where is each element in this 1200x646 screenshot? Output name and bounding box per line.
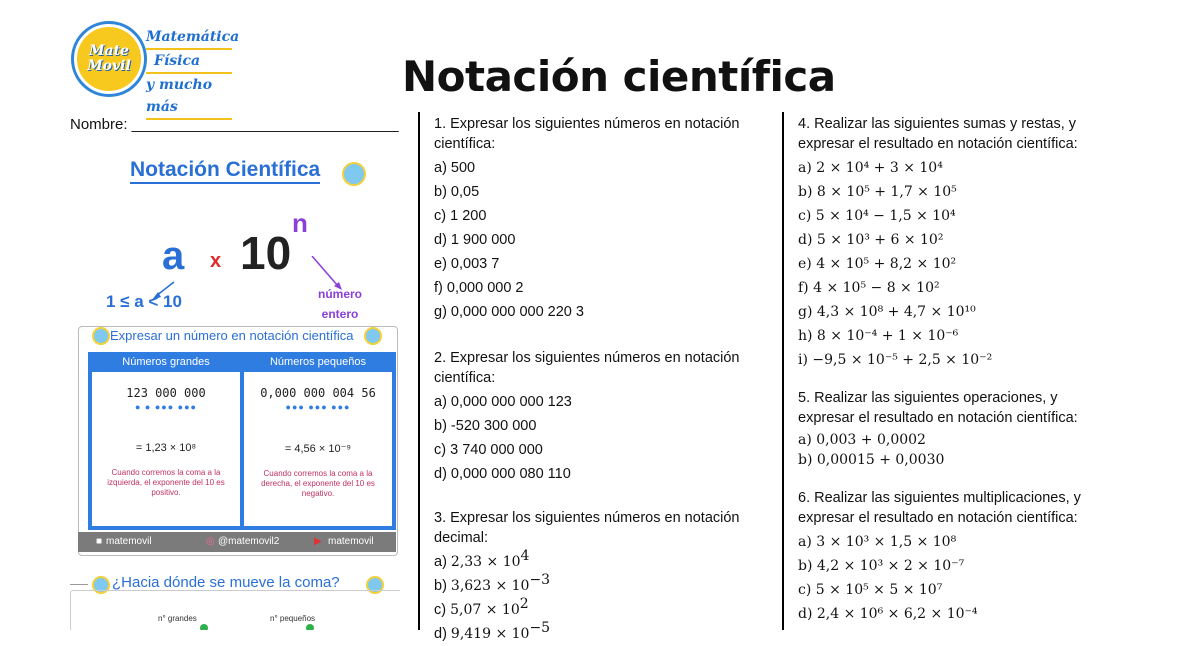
item-label: d) xyxy=(434,626,451,642)
q2-item: c) 3 740 000 000 xyxy=(434,442,543,458)
panel-header: Números grandes xyxy=(88,352,244,372)
item-exponent: −3 xyxy=(529,572,551,589)
instagram-handle[interactable]: @matemovil2 xyxy=(218,536,280,547)
q1-item: b) 0,05 xyxy=(434,184,480,200)
panel-description: Cuando corremos la coma a la izquierda, el exponente del 10 es positivo. xyxy=(107,468,225,497)
page-title: Notación científica xyxy=(402,52,836,101)
panel-result: = 4,56 × 10⁻⁹ xyxy=(284,443,352,455)
panel-number: 0,000 000 004 56 xyxy=(260,386,376,400)
instagram-icon: ◎ xyxy=(206,536,215,547)
exercises-column-2 xyxy=(798,114,1108,626)
question-3: 3. Expresar los siguientes números en notación decimal: xyxy=(434,510,740,546)
infographic-poster xyxy=(70,146,400,630)
youtube-icon: ▶ xyxy=(314,536,322,547)
formula-x: x xyxy=(210,250,222,272)
q3-item xyxy=(434,550,774,574)
question-2: 2. Expresar los siguientes números en notación científica: xyxy=(434,350,740,386)
q2-item: a) 0,000 000 000 123 xyxy=(434,394,572,410)
divider-line xyxy=(70,584,88,585)
logo-line1: Mate xyxy=(89,43,129,59)
q1-item: g) 0,000 000 000 220 3 xyxy=(434,304,584,320)
logo-line2: Movil xyxy=(87,58,131,74)
q6-item: c) 5 × 10⁵ × 5 × 10⁷ xyxy=(798,582,943,598)
question-1: 1. Expresar los siguientes números en notación científica: xyxy=(434,116,740,152)
smiley-icon xyxy=(342,162,366,186)
comma-section-box xyxy=(70,590,400,630)
q2-item: d) 0,000 000 080 110 xyxy=(434,466,571,482)
integer-label-1: número xyxy=(318,287,363,301)
range-label: 1 ≤ a < 10 xyxy=(106,292,182,311)
q4-item: g) 4,3 × 10⁸ + 4,7 × 10¹⁰ xyxy=(798,304,976,320)
comma-section-heading: ¿Hacia dónde se mueve la coma? xyxy=(112,574,340,591)
panel-header: Números pequeños xyxy=(240,352,396,372)
question-4: 4. Realizar las siguientes sumas y restas, y expresar el resultado en notación científica: xyxy=(798,116,1078,152)
logo-tag1: Matemática xyxy=(146,26,232,50)
item-label: a) xyxy=(434,554,451,570)
q3-item xyxy=(434,622,774,646)
formula-ten: 10 xyxy=(240,227,292,279)
panel-description: Cuando corremos la coma a la derecha, el exponente del 10 es negativo. xyxy=(261,469,375,498)
smiley-icon xyxy=(364,327,382,345)
smiley-icon xyxy=(92,327,110,345)
q4-item: a) 2 × 10⁴ + 3 × 10⁴ xyxy=(798,160,943,176)
q2-item: b) -520 300 000 xyxy=(434,418,537,434)
digit-markers: ● ● ●●● ●●● xyxy=(135,402,197,412)
poster-title: Notación Científica xyxy=(130,158,320,184)
logo-text xyxy=(87,44,131,74)
formula-a: a xyxy=(162,234,185,278)
logo-tagline xyxy=(146,26,240,120)
formula-n: n xyxy=(292,208,308,238)
q5-item: b) 0,00015 + 0,0030 xyxy=(798,452,945,468)
facebook-handle[interactable]: matemovil xyxy=(106,536,152,547)
q1-item: c) 1 200 xyxy=(434,208,487,224)
q4-item: c) 5 × 10⁴ − 1,5 × 10⁴ xyxy=(798,208,956,224)
logo-tag2: Física xyxy=(146,50,232,74)
item-label: b) xyxy=(434,578,451,594)
integer-label xyxy=(318,284,362,324)
integer-label-2: entero xyxy=(321,307,359,321)
q1-item: a) 500 xyxy=(434,160,476,176)
item-exponent: 4 xyxy=(520,548,530,565)
item-base: 5,07 × 10 xyxy=(450,602,520,618)
question-5: 5. Realizar las siguientes operaciones, y expresar el resultado en notación científica: xyxy=(798,390,1078,426)
q4-item: d) 5 × 10³ + 6 × 10² xyxy=(798,232,944,248)
q4-item: f) 4 × 10⁵ − 8 × 10² xyxy=(798,280,940,296)
q3-item xyxy=(434,574,774,598)
column-divider-2 xyxy=(782,112,784,630)
q4-item: h) 8 × 10⁻⁴ + 1 × 10⁻⁶ xyxy=(798,328,959,344)
q5-item: a) 0,003 + 0,0002 xyxy=(798,432,926,448)
panel-result: = 1,23 × 10⁸ xyxy=(135,442,197,454)
q6-item: d) 2,4 × 10⁶ × 6,2 × 10⁻⁴ xyxy=(798,606,978,622)
item-base: 9,419 × 10 xyxy=(450,626,530,642)
green-dot-icon xyxy=(200,624,208,630)
example-section-heading: Expresar un número en notación científica xyxy=(110,328,354,343)
digit-markers: ●●● ●●● ●●● xyxy=(285,402,351,412)
youtube-handle[interactable]: matemovil xyxy=(328,536,374,547)
item-exponent: 2 xyxy=(519,596,529,613)
q4-item: b) 8 × 10⁵ + 1,7 × 10⁵ xyxy=(798,184,957,200)
item-exponent: −5 xyxy=(529,620,551,637)
large-numbers-panel xyxy=(88,352,244,530)
item-base: 3,623 × 10 xyxy=(450,578,530,594)
logo-tag3: y mucho más xyxy=(146,74,232,120)
facebook-icon: ■ xyxy=(96,536,103,547)
question-6: 6. Realizar las siguientes multiplicaciones, y expresar el resultado en notación científica: xyxy=(798,490,1081,526)
small-numbers-panel xyxy=(240,352,396,530)
q3-item xyxy=(434,598,774,622)
q6-item: b) 4,2 × 10³ × 2 × 10⁻⁷ xyxy=(798,558,965,574)
large-label: n° grandes xyxy=(158,614,197,623)
q1-item: d) 1 900 000 xyxy=(434,232,516,248)
q6-item: a) 3 × 10³ × 1,5 × 10⁸ xyxy=(798,534,957,550)
q1-item: f) 0,000 000 2 xyxy=(434,280,524,296)
exercises-column-1 xyxy=(434,114,774,646)
social-bar xyxy=(78,532,396,552)
q1-item: e) 0,003 7 xyxy=(434,256,500,272)
panel-number: 123 000 000 xyxy=(126,386,206,400)
logo-badge xyxy=(74,24,144,94)
item-label: c) xyxy=(434,602,451,618)
column-divider-1 xyxy=(418,112,420,630)
item-base: 2,33 × 10 xyxy=(450,554,521,570)
green-dot-icon xyxy=(306,624,314,630)
q4-item: e) 4 × 10⁵ + 8,2 × 10² xyxy=(798,256,957,272)
small-label: n° pequeños xyxy=(270,614,316,623)
q4-item: i) −9,5 × 10⁻⁵ + 2,5 × 10⁻² xyxy=(798,352,993,368)
name-field[interactable]: Nombre: ________________________________ xyxy=(70,116,399,133)
